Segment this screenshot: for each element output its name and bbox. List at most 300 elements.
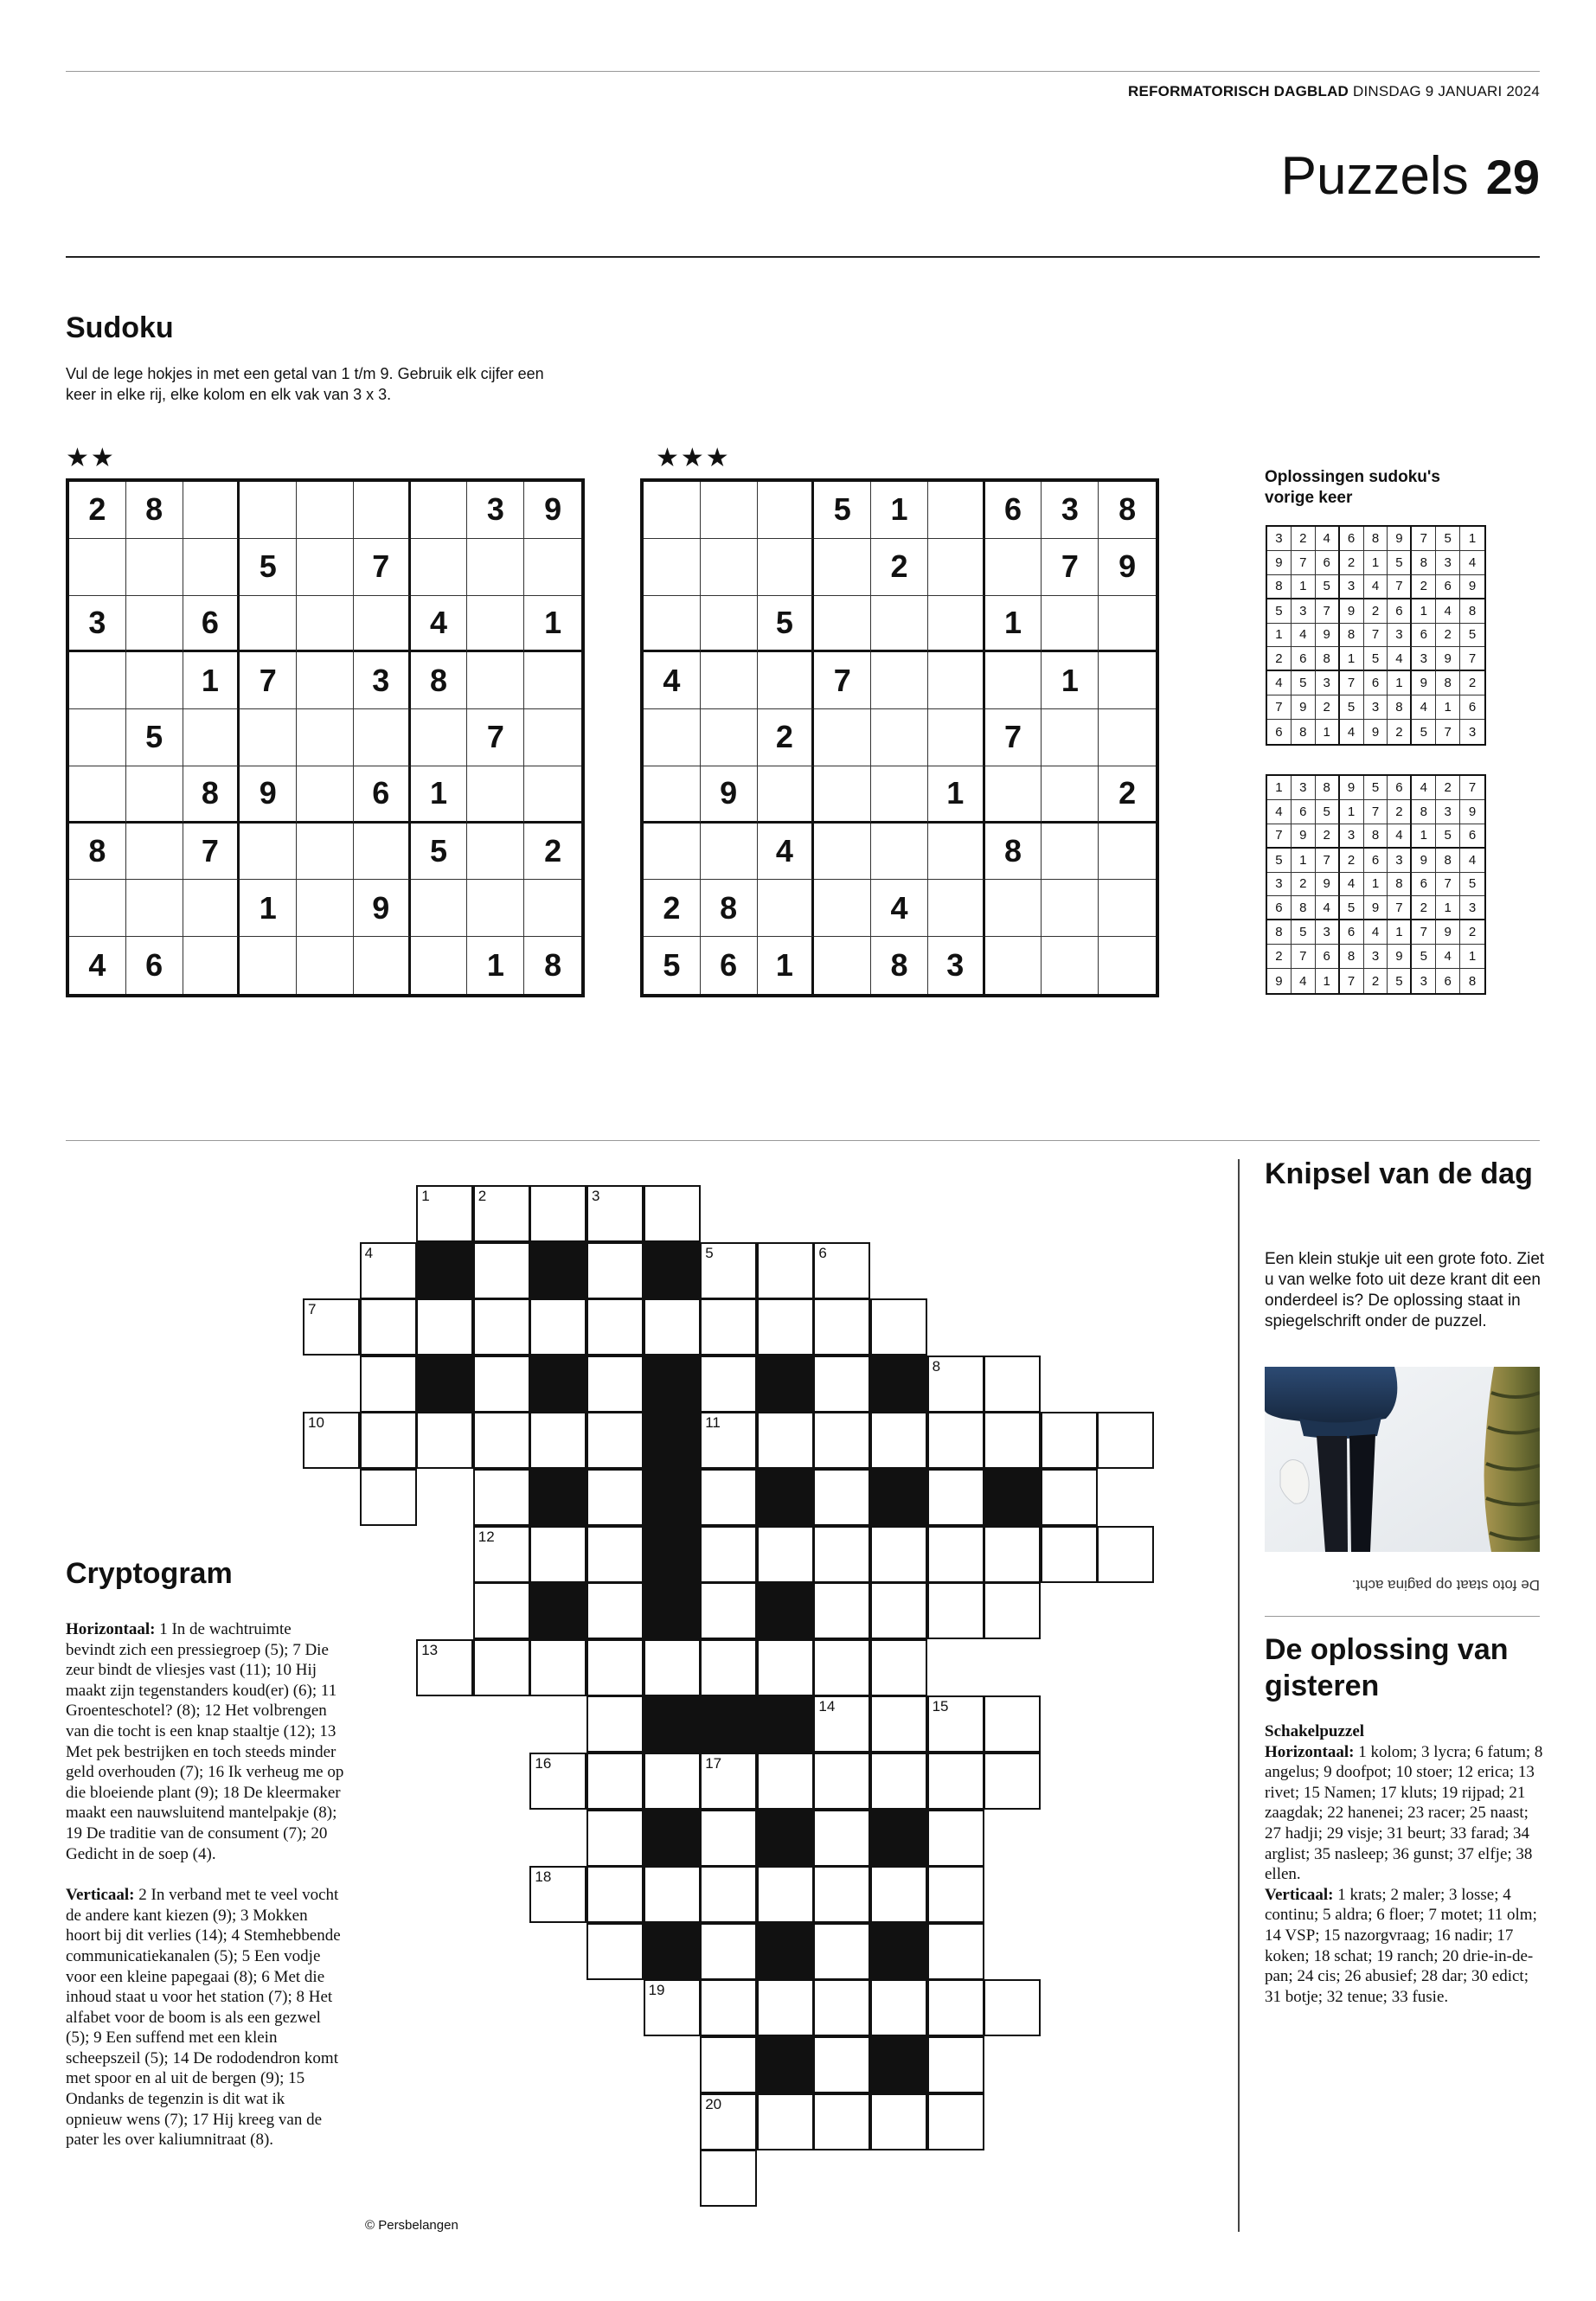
sudoku1-cell[interactable]: [183, 880, 240, 937]
sudoku1-cell[interactable]: [126, 652, 183, 709]
sudoku1-cell: 1: [240, 880, 297, 937]
sudoku2-cell[interactable]: [758, 482, 815, 539]
crossword-black-cell: [644, 1356, 701, 1413]
solution2-cell: 4: [1316, 896, 1340, 920]
crossword-cell[interactable]: [586, 1242, 644, 1299]
sudoku1-cell[interactable]: [126, 824, 183, 881]
sudoku2-cell[interactable]: [1099, 880, 1156, 937]
vertical-text: 2 In verband met te veel vocht de andere kant kiezen (9); 3 Mokken hoort bij dit verlies (14); 4 Stemhebbende communicatiekanalen (5); 5 Een vodje voor een kleine papegaai (8); 6 Met die inhoud staat u voor het station (7); 8 Het alfabet voor de boom is als een gezwel (5); 9 Een suffend met een klein scheepszeil (5); 14 De rododendron komt met spoor en al uit de bergen (9); 15 Ondanks de tegenzin is dit wat ik opnieuw wens (7); 17 Hij kreeg van de pater les over kaliumnitraat (8).: [66, 1886, 341, 2150]
sudoku1-cell[interactable]: [240, 596, 297, 653]
crossword-cell[interactable]: [927, 2036, 984, 2093]
crossword-cell[interactable]: [700, 1526, 757, 1583]
crossword-cell[interactable]: [813, 1412, 870, 1469]
solution1-cell: 9: [1436, 647, 1460, 671]
sudoku1-cell[interactable]: [354, 937, 411, 994]
sudoku1-cell[interactable]: [524, 652, 581, 709]
sudoku1-cell[interactable]: [524, 709, 581, 766]
crossword-cell[interactable]: [586, 1356, 644, 1413]
sudoku1-cell[interactable]: [297, 596, 354, 653]
section-title: Puzzels: [1280, 146, 1469, 206]
sudoku2-cell[interactable]: [928, 709, 985, 766]
horizontal-text: 1 In de wachtruimte bevindt zich een pressiegroep (5); 7 Die zeur bindt de vliesjes vast (11); 10 Hij maakt zijn tegenstanders koud(er) (6); 11 Groenteschotel? (8); 12 Het volbrengen van die tocht is een knap staaltje (12); 13 Met pek bestrijken en toch steeds minder geld overhouden (7); 16 Ik verheug me op die bloeiende plant (9); 18 De kleermaker maakt een nauwsluitend mantelpakje (8); 19 De traditie van de consument (7); 20 Gedicht in de soep (4).: [66, 1620, 344, 1863]
sudoku2-cell[interactable]: [1099, 709, 1156, 766]
sudoku1-cell[interactable]: [126, 880, 183, 937]
sudoku2-cell[interactable]: [985, 766, 1042, 824]
solution1-cell: 6: [1460, 695, 1484, 720]
crossword-cell[interactable]: [813, 1923, 870, 1980]
solution1-cell: 6: [1388, 599, 1412, 624]
solution1-cell: 1: [1316, 720, 1340, 744]
crossword-cell[interactable]: [700, 1923, 757, 1980]
cryptogram-grid[interactable]: [303, 1185, 1154, 2206]
crossword-cell[interactable]: [927, 1526, 984, 1583]
mid-rule: [66, 1140, 1540, 1141]
clue-number: 11: [705, 1414, 721, 1432]
sudoku2-cell: 4: [758, 824, 815, 881]
sudoku1-cell[interactable]: [69, 766, 126, 824]
crossword-cell[interactable]: [529, 1185, 586, 1242]
sudoku1-cell[interactable]: [183, 539, 240, 596]
solution1-cell: 9: [1267, 551, 1292, 575]
yesterday-horizontal-text: 1 kolom; 3 lycra; 6 fatum; 8 angelus; 9 doofpot; 10 stoer; 12 erica; 13 rivet; 15 Namen; 17 kluts; 19 rijpad; 21 zaagdak; 22 hanenei; 23 racer; 25 naast; 27 hadji; 29 visje; 31 beurt; 33 farad; 34 arglist; 35 nasleep; 36 gunst; 37 elfje; 38 ellen.: [1265, 1742, 1543, 1884]
crossword-cell[interactable]: [416, 1185, 473, 1242]
sudoku1-cell[interactable]: [297, 766, 354, 824]
sudoku1-cell: 1: [467, 937, 524, 994]
crossword-cell[interactable]: [700, 2150, 757, 2207]
crossword-cell[interactable]: [984, 1753, 1041, 1810]
crossword-cell[interactable]: [529, 1526, 586, 1583]
crossword-cell[interactable]: [984, 1526, 1041, 1583]
solution2-cell: 6: [1267, 896, 1292, 920]
solution1-cell: 5: [1436, 527, 1460, 551]
crossword-cell[interactable]: [870, 1298, 927, 1356]
crossword-cell[interactable]: [870, 1753, 927, 1810]
sudoku2-cell[interactable]: [701, 539, 758, 596]
sudoku1-cell[interactable]: [354, 824, 411, 881]
crossword-cell[interactable]: [473, 1639, 530, 1696]
solution1-cell: 6: [1316, 551, 1340, 575]
crossword-cell[interactable]: [757, 1412, 814, 1469]
page-number: 29: [1485, 150, 1540, 204]
sudoku2-cell[interactable]: [985, 652, 1042, 709]
sudoku1-cell[interactable]: [126, 766, 183, 824]
sudoku1-cell[interactable]: [240, 709, 297, 766]
solution2-cell: 8: [1436, 849, 1460, 873]
crossword-cell[interactable]: [813, 1526, 870, 1583]
crossword-cell[interactable]: [586, 1866, 644, 1923]
sudoku1-cell: 8: [544, 947, 562, 984]
sudoku2-cell[interactable]: [701, 709, 758, 766]
sudoku1-cell[interactable]: [354, 596, 411, 653]
solution2-cell: 9: [1436, 920, 1460, 945]
crossword-cell[interactable]: [360, 1412, 417, 1469]
sudoku1-cell[interactable]: [126, 539, 183, 596]
solution2-cell: 9: [1412, 849, 1436, 873]
crossword-cell[interactable]: [303, 1412, 360, 1469]
sudoku2-cell[interactable]: [985, 937, 1042, 994]
crossword-cell[interactable]: [757, 1639, 814, 1696]
crossword-cell[interactable]: [870, 1695, 927, 1753]
sudoku2-cell[interactable]: [644, 596, 701, 653]
issue-date: DINSDAG 9 JANUARI 2024: [1352, 83, 1540, 99]
crossword-cell[interactable]: [813, 1810, 870, 1867]
crossword-black-cell: [870, 1810, 927, 1867]
sudoku2-cell[interactable]: [871, 824, 928, 881]
sudoku1-cell[interactable]: [69, 652, 126, 709]
solution-grid-2: [1266, 774, 1486, 995]
sudoku2-cell[interactable]: [1042, 596, 1099, 653]
crossword-cell[interactable]: [813, 1469, 870, 1526]
crossword-cell[interactable]: [813, 1753, 870, 1810]
sudoku2-cell[interactable]: [644, 709, 701, 766]
right-rule: [1265, 1616, 1540, 1617]
sudoku2-cell[interactable]: [928, 539, 985, 596]
sudoku1-cell[interactable]: [297, 824, 354, 881]
sudoku1-cell[interactable]: [297, 709, 354, 766]
solution1-cell: 7: [1412, 527, 1436, 551]
sudoku2-cell[interactable]: [758, 880, 815, 937]
sudoku1-cell[interactable]: [297, 652, 354, 709]
cryptogram-clues: [66, 1619, 344, 2171]
crossword-cell[interactable]: [644, 1185, 701, 1242]
crossword-cell[interactable]: [927, 1356, 984, 1413]
crossword-cell[interactable]: [927, 1412, 984, 1469]
sudoku1-cell[interactable]: [411, 709, 468, 766]
crossword-cell[interactable]: [644, 1866, 701, 1923]
crossword-cell[interactable]: [529, 1866, 586, 1923]
solution1-cell: 5: [1412, 720, 1436, 744]
crossword-cell[interactable]: [416, 1298, 473, 1356]
crossword-cell[interactable]: [927, 1923, 984, 1980]
crossword-cell[interactable]: [757, 1979, 814, 2036]
crossword-cell[interactable]: [529, 1298, 586, 1356]
crossword-cell[interactable]: [416, 1639, 473, 1696]
solution2-cell: 2: [1388, 800, 1412, 824]
crossword-cell[interactable]: [927, 1582, 984, 1639]
crossword-cell[interactable]: [303, 1298, 360, 1356]
crossword-cell[interactable]: [529, 1753, 586, 1810]
crossword-cell[interactable]: [700, 2093, 757, 2150]
sudoku2-cell[interactable]: [1042, 937, 1099, 994]
solution1-cell: 3: [1412, 647, 1436, 671]
cryptogram-title: Cryptogram: [66, 1557, 233, 1590]
sudoku2-cell: 2: [644, 880, 701, 937]
crossword-cell[interactable]: [1097, 1526, 1154, 1583]
sudoku2-cell[interactable]: [1099, 596, 1156, 653]
sudoku1-cell[interactable]: [240, 937, 297, 994]
solution2-cell: 1: [1412, 824, 1436, 849]
solution2-cell: 1: [1436, 896, 1460, 920]
solution2-cell: 7: [1436, 873, 1460, 897]
sudoku1-cell[interactable]: [183, 937, 240, 994]
crossword-black-cell: [757, 1923, 814, 1980]
crossword-cell[interactable]: [416, 1412, 473, 1469]
solution1-cell: 9: [1292, 695, 1316, 720]
crossword-cell[interactable]: [473, 1582, 530, 1639]
sudoku2-cell[interactable]: [871, 596, 928, 653]
sudoku2-cell[interactable]: [814, 539, 871, 596]
solution2-cell: 3: [1388, 849, 1412, 873]
crossword-cell[interactable]: [473, 1526, 530, 1583]
crossword-cell[interactable]: [529, 1412, 586, 1469]
sudoku1-cell[interactable]: [467, 766, 524, 824]
crossword-cell[interactable]: [984, 1356, 1041, 1413]
crossword-cell[interactable]: [870, 1526, 927, 1583]
solution1-cell: 9: [1460, 575, 1484, 599]
sudoku2-cell[interactable]: [871, 766, 928, 824]
sudoku1-cell[interactable]: [240, 482, 297, 539]
crossword-cell[interactable]: [700, 1979, 757, 2036]
crossword-cell[interactable]: [1041, 1412, 1098, 1469]
solution1-cell: 7: [1316, 599, 1340, 624]
crossword-cell[interactable]: [586, 1526, 644, 1583]
sudoku-grid-2[interactable]: [640, 478, 1159, 997]
sudoku1-cell: 9: [240, 766, 297, 824]
crossword-cell[interactable]: [870, 1639, 927, 1696]
sudoku1-cell: 5: [240, 539, 297, 596]
sudoku2-cell[interactable]: [985, 539, 1042, 596]
clue-number: 5: [705, 1244, 714, 1261]
solution1-cell: 8: [1460, 599, 1484, 624]
sudoku1-cell[interactable]: [411, 937, 468, 994]
sudoku1-cell[interactable]: [183, 709, 240, 766]
sudoku2-cell[interactable]: [701, 652, 758, 709]
crossword-cell[interactable]: [360, 1469, 417, 1526]
crossword-cell[interactable]: [813, 1639, 870, 1696]
crossword-cell[interactable]: [757, 1753, 814, 1810]
crossword-black-cell: [416, 1242, 473, 1299]
crossword-cell[interactable]: [644, 1639, 701, 1696]
crossword-cell[interactable]: [360, 1356, 417, 1413]
crossword-cell[interactable]: [870, 2093, 927, 2150]
sudoku1-cell[interactable]: [69, 539, 126, 596]
sudoku2-cell[interactable]: [985, 880, 1042, 937]
sudoku2-cell[interactable]: [1099, 652, 1156, 709]
crossword-cell[interactable]: [700, 1866, 757, 1923]
sudoku2-cell[interactable]: [814, 880, 871, 937]
crossword-cell[interactable]: [927, 1753, 984, 1810]
crossword-cell[interactable]: [870, 1412, 927, 1469]
crossword-cell[interactable]: [473, 1298, 530, 1356]
crossword-cell[interactable]: [700, 1242, 757, 1299]
crossword-cell[interactable]: [529, 1639, 586, 1696]
crossword-black-cell: [529, 1242, 586, 1299]
sudoku2-cell[interactable]: [814, 824, 871, 881]
solution2-cell: 7: [1412, 920, 1436, 945]
sudoku2-cell[interactable]: [928, 652, 985, 709]
crossword-cell[interactable]: [700, 1810, 757, 1867]
sudoku1-cell: 7: [240, 652, 297, 709]
sudoku1-cell[interactable]: [467, 596, 524, 653]
crossword-cell[interactable]: [870, 1866, 927, 1923]
crossword-cell[interactable]: [757, 1866, 814, 1923]
solution1-cell: 5: [1460, 624, 1484, 648]
sudoku-grid-1[interactable]: [66, 478, 585, 997]
sudoku2-cell[interactable]: [701, 482, 758, 539]
crossword-cell[interactable]: [813, 1695, 870, 1753]
crossword-cell[interactable]: [473, 1242, 530, 1299]
crossword-cell[interactable]: [644, 1298, 701, 1356]
crossword-cell[interactable]: [870, 1979, 927, 2036]
sudoku1-cell[interactable]: [297, 539, 354, 596]
sudoku1-cell[interactable]: [297, 482, 354, 539]
solution2-cell: 8: [1267, 920, 1292, 945]
sudoku2-cell[interactable]: [1042, 709, 1099, 766]
crossword-cell[interactable]: [1041, 1526, 1098, 1583]
crossword-cell[interactable]: [586, 1923, 644, 1980]
crossword-cell[interactable]: [813, 2036, 870, 2093]
sudoku1-cell[interactable]: [183, 482, 240, 539]
crossword-cell[interactable]: [757, 2093, 814, 2150]
sudoku2-cell[interactable]: [758, 539, 815, 596]
sudoku1-cell[interactable]: [354, 709, 411, 766]
crossword-cell[interactable]: [586, 1298, 644, 1356]
crossword-cell[interactable]: [586, 1185, 644, 1242]
sudoku2-cell[interactable]: [814, 937, 871, 994]
sudoku2-cell[interactable]: [871, 709, 928, 766]
sudoku2-cell[interactable]: [814, 709, 871, 766]
sudoku2-cell: 7: [1042, 539, 1099, 596]
sudoku1-cell[interactable]: [411, 880, 468, 937]
sudoku1-cell[interactable]: [126, 596, 183, 653]
crossword-cell[interactable]: [700, 1469, 757, 1526]
solution1-cell: 4: [1292, 624, 1316, 648]
sudoku1-cell[interactable]: [354, 482, 411, 539]
sudoku1-cell[interactable]: [524, 766, 581, 824]
sudoku2-cell[interactable]: [758, 766, 815, 824]
crossword-cell[interactable]: [586, 1639, 644, 1696]
crossword-cell[interactable]: [700, 1298, 757, 1356]
sudoku1-cell[interactable]: [411, 482, 468, 539]
sudoku1-cell[interactable]: [411, 539, 468, 596]
sudoku1-cell[interactable]: [467, 539, 524, 596]
crossword-cell[interactable]: [870, 1582, 927, 1639]
crossword-cell[interactable]: [927, 1469, 984, 1526]
sudoku2-cell[interactable]: [758, 652, 815, 709]
sudoku2-cell[interactable]: [701, 824, 758, 881]
crossword-cell[interactable]: [586, 1412, 644, 1469]
solution2-cell: 3: [1460, 896, 1484, 920]
crossword-cell[interactable]: [586, 1753, 644, 1810]
crossword-cell[interactable]: [813, 1242, 870, 1299]
crossword-cell[interactable]: [757, 1242, 814, 1299]
sudoku1-cell[interactable]: [467, 824, 524, 881]
crossword-cell[interactable]: [700, 1412, 757, 1469]
crossword-cell[interactable]: [473, 1185, 530, 1242]
crossword-cell[interactable]: [700, 1753, 757, 1810]
crossword-cell[interactable]: [757, 1526, 814, 1583]
crossword-cell[interactable]: [700, 2036, 757, 2093]
sudoku2-cell: 1: [928, 766, 985, 824]
crossword-cell[interactable]: [813, 1866, 870, 1923]
crossword-cell[interactable]: [700, 1639, 757, 1696]
sudoku2-cell[interactable]: [1042, 880, 1099, 937]
crossword-cell[interactable]: [700, 1356, 757, 1413]
sudoku1-cell[interactable]: [524, 880, 581, 937]
crossword-cell[interactable]: [984, 1582, 1041, 1639]
sudoku2-cell[interactable]: [1099, 824, 1156, 881]
crossword-cell[interactable]: [813, 1979, 870, 2036]
sudoku2-cell[interactable]: [701, 596, 758, 653]
crossword-cell[interactable]: [360, 1298, 417, 1356]
crossword-cell[interactable]: [813, 2093, 870, 2150]
crossword-cell[interactable]: [927, 1979, 984, 2036]
sudoku1-cell[interactable]: [467, 880, 524, 937]
crossword-cell[interactable]: [813, 1356, 870, 1413]
solution2-cell: 4: [1340, 873, 1364, 897]
sudoku2-cell[interactable]: [928, 824, 985, 881]
solution1-cell: 1: [1340, 647, 1364, 671]
crossword-cell[interactable]: [473, 1469, 530, 1526]
crossword-cell[interactable]: [927, 1695, 984, 1753]
sudoku2-cell[interactable]: [644, 482, 701, 539]
crossword-cell[interactable]: [927, 1810, 984, 1867]
crossword-cell[interactable]: [586, 1695, 644, 1753]
sudoku2-cell[interactable]: [814, 766, 871, 824]
sudoku2-cell[interactable]: [928, 880, 985, 937]
sudoku1-cell[interactable]: [240, 824, 297, 881]
sudoku1-cell[interactable]: [69, 709, 126, 766]
sudoku1-cell[interactable]: [297, 937, 354, 994]
crossword-cell[interactable]: [757, 1298, 814, 1356]
clue-number: 7: [308, 1301, 317, 1318]
crossword-cell[interactable]: [473, 1356, 530, 1413]
crossword-cell[interactable]: [984, 1979, 1041, 2036]
crossword-cell[interactable]: [1041, 1469, 1098, 1526]
crossword-cell[interactable]: [644, 1979, 701, 2036]
sudoku1-cell[interactable]: [69, 880, 126, 937]
sudoku1-cell[interactable]: [297, 880, 354, 937]
crossword-cell[interactable]: [586, 1469, 644, 1526]
sudoku1-cell: 6: [126, 937, 183, 994]
crossword-cell[interactable]: [1097, 1412, 1154, 1469]
sudoku2-cell[interactable]: [928, 596, 985, 653]
solution1-cell: 4: [1316, 527, 1340, 551]
crossword-cell[interactable]: [813, 1582, 870, 1639]
sudoku2-cell[interactable]: [1042, 766, 1099, 824]
crossword-black-cell: [644, 1469, 701, 1526]
crossword-black-cell: [870, 2036, 927, 2093]
sudoku2-cell[interactable]: [644, 539, 701, 596]
solution1-cell: 8: [1412, 551, 1436, 575]
crossword-cell[interactable]: [927, 2093, 984, 2150]
sudoku2-cell[interactable]: [814, 596, 871, 653]
sudoku1-cell: 4: [411, 596, 468, 653]
crossword-cell[interactable]: [586, 1810, 644, 1867]
crossword-cell[interactable]: [984, 1412, 1041, 1469]
crossword-cell[interactable]: [927, 1866, 984, 1923]
crossword-cell[interactable]: [813, 1298, 870, 1356]
clue-number: 3: [592, 1188, 600, 1204]
sudoku2-cell[interactable]: [871, 652, 928, 709]
crossword-cell[interactable]: [473, 1412, 530, 1469]
sudoku2-cell[interactable]: [928, 482, 985, 539]
sudoku1-cell[interactable]: [467, 652, 524, 709]
sudoku2-cell[interactable]: [1099, 937, 1156, 994]
sudoku1-cell[interactable]: [524, 539, 581, 596]
sudoku2-cell[interactable]: [644, 766, 701, 824]
sudoku2-cell[interactable]: [644, 824, 701, 881]
solution1-cell: 5: [1388, 551, 1412, 575]
sudoku2-cell[interactable]: [1042, 824, 1099, 881]
sudoku1-cell: 8: [126, 482, 183, 539]
sudoku1-cell: 9: [524, 482, 581, 539]
crossword-cell[interactable]: [586, 1582, 644, 1639]
crossword-cell[interactable]: [700, 1582, 757, 1639]
crossword-cell[interactable]: [984, 1695, 1041, 1753]
crossword-cell[interactable]: [360, 1242, 417, 1299]
crossword-cell[interactable]: [644, 1753, 701, 1810]
